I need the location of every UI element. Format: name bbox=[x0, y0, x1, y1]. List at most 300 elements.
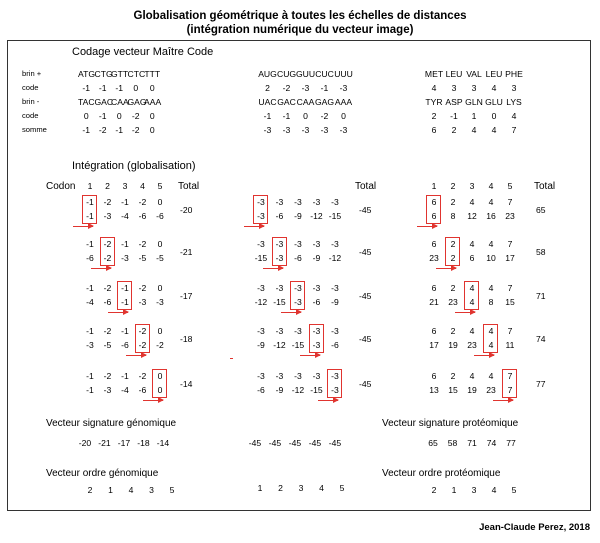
integration-top-value-left: -1 bbox=[86, 239, 94, 249]
integration-top-value-left: -1 bbox=[121, 283, 129, 293]
coding-cell: CAA bbox=[111, 97, 129, 107]
integration-cumulative-value-right: 2 bbox=[450, 253, 456, 263]
integration-cumulative-value-middle: -9 bbox=[331, 297, 339, 307]
integration-cumulative-value-middle: -15 bbox=[273, 297, 286, 307]
order-proteomic-value: 2 bbox=[431, 485, 437, 495]
integration-top-value-right: 4 bbox=[488, 197, 494, 207]
integration-cumulative-value-middle: -3 bbox=[331, 385, 339, 395]
coding-cell: GAG bbox=[315, 97, 335, 107]
integration-cumulative-value-right: 15 bbox=[448, 385, 458, 395]
column-header-right: 2 bbox=[450, 181, 456, 191]
signature-middle-value: -45 bbox=[328, 438, 342, 448]
order-proteomic-value: 3 bbox=[471, 485, 477, 495]
integration-total-right: 74 bbox=[536, 334, 546, 344]
order-middle-value: 3 bbox=[298, 483, 304, 493]
highlight-box bbox=[426, 195, 441, 224]
flow-arrow bbox=[474, 355, 494, 356]
coding-cell: -3 bbox=[301, 83, 310, 93]
integration-top-value-middle: -3 bbox=[257, 239, 265, 249]
highlight-box bbox=[502, 369, 517, 398]
integration-top-value-right: 6 bbox=[431, 283, 437, 293]
integration-cumulative-value-left: -3 bbox=[156, 297, 164, 307]
coding-cell: 0 bbox=[116, 111, 122, 121]
signature-middle-value: -45 bbox=[308, 438, 322, 448]
integration-top-value-left: -2 bbox=[103, 197, 112, 207]
integration-top-value-left: -1 bbox=[86, 197, 94, 207]
integration-top-value-right: 7 bbox=[507, 239, 513, 249]
integration-top-value-right: 4 bbox=[469, 197, 475, 207]
column-header-left: 1 bbox=[87, 181, 93, 191]
integration-top-value-middle: -3 bbox=[312, 371, 321, 381]
coding-cell: CUC bbox=[315, 69, 334, 79]
integration-top-value-right: 4 bbox=[469, 371, 475, 381]
integration-total-middle: -45 bbox=[359, 291, 372, 301]
integration-top-value-right: 4 bbox=[488, 239, 494, 249]
integration-top-value-right: 4 bbox=[488, 283, 494, 293]
order-middle-value: 2 bbox=[278, 483, 283, 493]
coding-cell: -3 bbox=[301, 125, 310, 135]
flow-arrow bbox=[318, 400, 338, 401]
column-header-left: 3 bbox=[122, 181, 128, 191]
integration-top-value-middle: -3 bbox=[331, 283, 339, 293]
integration-cumulative-value-middle: -9 bbox=[312, 253, 321, 263]
integration-cumulative-value-left: -1 bbox=[86, 211, 94, 221]
coding-cell: AAA bbox=[144, 97, 162, 107]
coding-cell: -3 bbox=[282, 125, 291, 135]
flow-arrow bbox=[436, 268, 456, 269]
integration-cumulative-value-right: 11 bbox=[505, 340, 515, 350]
integration-cumulative-value-right: 17 bbox=[429, 340, 439, 350]
integration-top-value-right: 7 bbox=[507, 326, 513, 336]
coding-cell: CUG bbox=[277, 69, 297, 79]
integration-cumulative-value-left: -1 bbox=[86, 385, 94, 395]
highlight-box bbox=[82, 195, 97, 224]
coding-cell: -1 bbox=[82, 125, 91, 135]
coding-cell: LYS bbox=[506, 97, 522, 107]
integration-top-value-middle: -3 bbox=[331, 197, 339, 207]
flow-arrow bbox=[417, 226, 437, 227]
order-middle-value: 4 bbox=[319, 483, 324, 493]
integration-top-value-left: 0 bbox=[157, 283, 163, 293]
integration-cumulative-value-left: -2 bbox=[103, 253, 112, 263]
integration-cumulative-value-right: 21 bbox=[429, 297, 439, 307]
coding-cell: -1 bbox=[450, 111, 458, 121]
integration-cumulative-value-middle: -6 bbox=[294, 253, 302, 263]
integration-top-value-middle: -3 bbox=[275, 371, 284, 381]
integration-top-value-left: 0 bbox=[157, 371, 163, 381]
integration-top-value-middle: -3 bbox=[312, 197, 321, 207]
coding-cell: 0 bbox=[491, 111, 497, 121]
integration-cumulative-value-right: 12 bbox=[467, 211, 477, 221]
signature-genomic-value: -20 bbox=[78, 438, 92, 448]
coding-row-label: somme bbox=[22, 125, 47, 134]
integration-top-value-left: 0 bbox=[157, 326, 163, 336]
flow-arrow bbox=[108, 312, 128, 313]
integration-top-value-middle: -3 bbox=[312, 283, 321, 293]
coding-cell: 0 bbox=[149, 83, 155, 93]
signature-middle-value: -45 bbox=[248, 438, 262, 448]
coding-cell: -1 bbox=[320, 83, 329, 93]
highlight-box bbox=[327, 369, 342, 398]
integration-total-right: 77 bbox=[536, 379, 546, 389]
integration-top-value-left: -2 bbox=[138, 371, 147, 381]
integration-top-value-left: -2 bbox=[138, 326, 147, 336]
order-genomic-label: Vecteur ordre génomique bbox=[46, 468, 159, 479]
flow-arrow bbox=[126, 355, 146, 356]
integration-top-value-right: 2 bbox=[450, 326, 456, 336]
signature-proteomic-value: 74 bbox=[486, 438, 497, 448]
coding-section-title: Codage vecteur Maître Code bbox=[72, 46, 214, 58]
integration-cumulative-value-middle: -9 bbox=[257, 340, 265, 350]
highlight-box bbox=[135, 324, 150, 353]
coding-cell: UAC bbox=[258, 97, 277, 107]
highlight-box bbox=[464, 281, 479, 310]
flow-arrow bbox=[281, 312, 301, 313]
coding-cell: GLU bbox=[485, 97, 503, 107]
order-genomic-value: 3 bbox=[149, 485, 154, 495]
column-header-right: 4 bbox=[488, 181, 494, 191]
integration-top-value-middle: -3 bbox=[257, 326, 265, 336]
coding-cell: ATG bbox=[78, 69, 96, 79]
coding-row-label: code bbox=[22, 111, 39, 120]
integration-total-right: 58 bbox=[536, 247, 546, 257]
coding-cell: 4 bbox=[491, 125, 497, 135]
integration-cumulative-value-right: 8 bbox=[450, 211, 456, 221]
integration-cumulative-value-middle: -12 bbox=[328, 253, 342, 263]
coding-cell: GAC bbox=[94, 97, 114, 107]
figure-subtitle: (intégration numérique du vecteur image) bbox=[186, 24, 414, 36]
coding-cell: 3 bbox=[511, 83, 517, 93]
integration-top-value-middle: -3 bbox=[257, 197, 265, 207]
integration-cumulative-value-left: 0 bbox=[157, 385, 163, 395]
integration-top-value-middle: -3 bbox=[275, 326, 284, 336]
integration-top-value-middle: -3 bbox=[275, 197, 284, 207]
integration-cumulative-value-middle: -15 bbox=[254, 253, 268, 263]
integration-cumulative-value-middle: -6 bbox=[275, 211, 284, 221]
integration-cumulative-value-middle: -12 bbox=[254, 297, 268, 307]
coding-cell: GAG bbox=[127, 97, 147, 107]
column-header-right: 3 bbox=[469, 181, 475, 191]
integration-top-value-right: 2 bbox=[450, 283, 456, 293]
coding-cell: GAC bbox=[277, 97, 296, 107]
flow-arrow bbox=[493, 400, 513, 401]
coding-cell: AAA bbox=[334, 97, 353, 107]
integration-cumulative-value-left: -6 bbox=[138, 211, 147, 221]
integration-cumulative-value-right: 15 bbox=[505, 297, 515, 307]
integration-top-value-right: 7 bbox=[507, 197, 513, 207]
flow-arrow bbox=[263, 268, 283, 269]
integration-top-value-right: 7 bbox=[507, 371, 513, 381]
integration-cumulative-value-left: -3 bbox=[103, 211, 112, 221]
integration-top-value-right: 4 bbox=[488, 326, 494, 336]
integration-total-right: 65 bbox=[536, 205, 546, 215]
highlight-box bbox=[253, 195, 268, 224]
signature-proteomic-value: 65 bbox=[428, 438, 438, 448]
coding-cell: 0 bbox=[303, 111, 308, 121]
coding-cell: -3 bbox=[263, 125, 272, 135]
signature-proteomic-value: 58 bbox=[447, 438, 458, 448]
integration-cumulative-value-middle: -15 bbox=[310, 385, 323, 395]
integration-top-value-left: -2 bbox=[103, 283, 112, 293]
integration-cumulative-value-middle: -3 bbox=[312, 340, 321, 350]
integration-cumulative-value-left: -4 bbox=[121, 211, 129, 221]
coding-cell: -1 bbox=[263, 111, 272, 121]
coding-cell: 6 bbox=[431, 125, 437, 135]
highlight-box bbox=[309, 324, 324, 353]
integration-total-left: -20 bbox=[180, 205, 193, 215]
integration-cumulative-value-left: -5 bbox=[103, 340, 112, 350]
highlight-box bbox=[100, 237, 115, 266]
integration-cumulative-value-middle: -6 bbox=[312, 297, 321, 307]
integration-top-value-middle: -3 bbox=[275, 239, 284, 249]
integration-cumulative-value-left: -6 bbox=[156, 211, 164, 221]
coding-cell: 2 bbox=[265, 83, 270, 93]
column-header-left: 4 bbox=[140, 181, 145, 191]
coding-cell: 7 bbox=[511, 125, 517, 135]
integration-top-value-left: -1 bbox=[86, 371, 94, 381]
signature-genomic-value: -14 bbox=[156, 438, 170, 448]
integration-cumulative-value-left: -4 bbox=[121, 385, 129, 395]
integration-cumulative-value-right: 7 bbox=[507, 385, 513, 395]
integration-top-value-middle: -3 bbox=[294, 197, 302, 207]
coding-row-label: brin + bbox=[22, 69, 42, 78]
integration-total-middle: -45 bbox=[359, 379, 372, 389]
coding-cell: 0 bbox=[149, 111, 155, 121]
column-header-left: 2 bbox=[105, 181, 110, 191]
signature-middle-value: -45 bbox=[268, 438, 282, 448]
integration-cumulative-value-left: -6 bbox=[121, 340, 129, 350]
coding-cell: CTC bbox=[127, 69, 146, 79]
coding-cell: GTT bbox=[111, 69, 129, 79]
coding-cell: -2 bbox=[320, 111, 329, 121]
coding-cell: -2 bbox=[131, 125, 140, 135]
integration-top-value-right: 6 bbox=[431, 197, 437, 207]
integration-top-value-middle: -3 bbox=[257, 283, 265, 293]
order-middle-value: 5 bbox=[339, 483, 345, 493]
integration-top-value-right: 4 bbox=[469, 239, 475, 249]
integration-top-value-left: -1 bbox=[86, 283, 94, 293]
flow-arrow bbox=[91, 268, 111, 269]
integration-cumulative-value-middle: -15 bbox=[291, 340, 305, 350]
integration-top-value-left: -2 bbox=[138, 197, 147, 207]
highlight-box bbox=[152, 369, 167, 398]
coding-cell: 0 bbox=[133, 83, 139, 93]
integration-total-middle: -45 bbox=[359, 334, 372, 344]
integration-top-value-right: 6 bbox=[431, 326, 437, 336]
integration-top-value-left: 0 bbox=[157, 239, 163, 249]
coding-cell: 1 bbox=[471, 111, 477, 121]
integration-cumulative-value-left: -3 bbox=[121, 253, 129, 263]
integration-cumulative-value-middle: -3 bbox=[275, 253, 284, 263]
coding-cell: 0 bbox=[149, 125, 155, 135]
total-header-left: Total bbox=[178, 181, 200, 192]
integration-cumulative-value-right: 8 bbox=[488, 297, 494, 307]
column-header-right: 5 bbox=[507, 181, 513, 191]
signature-proteomic-value: 77 bbox=[506, 438, 516, 448]
stray-tick-mark bbox=[230, 358, 233, 359]
coding-cell: 0 bbox=[83, 111, 89, 121]
integration-top-value-middle: -3 bbox=[331, 239, 339, 249]
integration-top-value-middle: -3 bbox=[294, 239, 302, 249]
integration-cumulative-value-right: 4 bbox=[488, 340, 494, 350]
total-header-right: Total bbox=[534, 181, 556, 192]
highlight-box bbox=[445, 237, 460, 266]
highlight-box bbox=[117, 281, 132, 310]
coding-cell: GUU bbox=[296, 69, 316, 79]
signature-middle-value: -45 bbox=[288, 438, 302, 448]
order-proteomic-value: 4 bbox=[491, 485, 497, 495]
integration-top-value-left: -2 bbox=[103, 239, 112, 249]
integration-cumulative-value-right: 23 bbox=[505, 211, 515, 221]
integration-cumulative-value-middle: -6 bbox=[257, 385, 265, 395]
integration-cumulative-value-left: -6 bbox=[86, 253, 94, 263]
codon-label: Codon bbox=[46, 181, 76, 192]
integration-total-left: -17 bbox=[180, 291, 193, 301]
order-proteomic-value: 5 bbox=[511, 485, 517, 495]
integration-cumulative-value-left: -6 bbox=[138, 385, 147, 395]
signature-proteomic-label: Vecteur signature protéomique bbox=[382, 418, 519, 429]
integration-cumulative-value-left: -2 bbox=[156, 340, 164, 350]
coding-cell: UUU bbox=[334, 69, 353, 79]
integration-top-value-middle: -3 bbox=[312, 239, 321, 249]
coding-cell: TYR bbox=[425, 97, 443, 107]
author-credit: Jean-Claude Perez, 2018 bbox=[479, 522, 590, 533]
integration-cumulative-value-right: 23 bbox=[486, 385, 496, 395]
coding-cell: TTT bbox=[144, 69, 161, 79]
integration-top-value-left: -1 bbox=[86, 326, 94, 336]
integration-top-value-right: 4 bbox=[469, 326, 475, 336]
integration-cumulative-value-right: 6 bbox=[431, 211, 437, 221]
integration-total-middle: -45 bbox=[359, 247, 372, 257]
order-middle-value: 1 bbox=[257, 483, 263, 493]
integration-top-value-right: 4 bbox=[488, 371, 494, 381]
coding-cell: -1 bbox=[282, 111, 291, 121]
integration-cumulative-value-right: 6 bbox=[469, 253, 475, 263]
integration-top-value-left: -2 bbox=[103, 326, 112, 336]
integration-cumulative-value-right: 19 bbox=[448, 340, 458, 350]
integration-section-title: Intégration (globalisation) bbox=[72, 160, 196, 172]
integration-cumulative-value-right: 23 bbox=[467, 340, 477, 350]
integration-top-value-right: 2 bbox=[450, 197, 456, 207]
integration-top-value-middle: -3 bbox=[331, 371, 339, 381]
highlight-box bbox=[290, 281, 305, 310]
integration-top-value-left: -1 bbox=[121, 239, 129, 249]
integration-cumulative-value-left: -3 bbox=[86, 340, 94, 350]
coding-cell: -2 bbox=[98, 125, 107, 135]
integration-top-value-right: 7 bbox=[507, 283, 513, 293]
integration-cumulative-value-right: 19 bbox=[467, 385, 477, 395]
coding-cell: GLN bbox=[465, 97, 483, 107]
integration-cumulative-value-left: -5 bbox=[138, 253, 147, 263]
integration-top-value-middle: -3 bbox=[294, 283, 302, 293]
integration-top-value-middle: -3 bbox=[331, 326, 339, 336]
coding-cell: 3 bbox=[471, 83, 477, 93]
integration-top-value-middle: -3 bbox=[312, 326, 321, 336]
integration-top-value-left: 0 bbox=[157, 197, 163, 207]
integration-total-left: -18 bbox=[180, 334, 193, 344]
coding-cell: 0 bbox=[341, 111, 346, 121]
coding-cell: -3 bbox=[320, 125, 329, 135]
coding-row-label: brin - bbox=[22, 97, 40, 106]
coding-cell: MET bbox=[424, 69, 444, 79]
coding-cell: 4 bbox=[431, 83, 437, 93]
integration-cumulative-value-right: 4 bbox=[469, 297, 475, 307]
integration-top-value-left: -2 bbox=[138, 239, 147, 249]
integration-cumulative-value-left: -2 bbox=[138, 340, 147, 350]
integration-top-value-right: 2 bbox=[450, 239, 456, 249]
integration-top-value-left: -1 bbox=[121, 197, 129, 207]
integration-cumulative-value-middle: -3 bbox=[257, 211, 265, 221]
column-header-left: 5 bbox=[157, 181, 163, 191]
integration-cumulative-value-left: -6 bbox=[103, 297, 112, 307]
column-header-right: 1 bbox=[431, 181, 437, 191]
integration-cumulative-value-middle: -15 bbox=[328, 211, 342, 221]
highlight-box bbox=[483, 324, 498, 353]
order-proteomic-label: Vecteur ordre protéomique bbox=[382, 468, 501, 479]
coding-cell: LEU bbox=[485, 69, 503, 79]
flow-arrow bbox=[300, 355, 320, 356]
integration-top-value-left: -2 bbox=[138, 283, 147, 293]
highlight-box bbox=[272, 237, 287, 266]
coding-cell: -1 bbox=[98, 111, 107, 121]
integration-cumulative-value-left: -3 bbox=[103, 385, 112, 395]
total-header-middle: Total bbox=[355, 181, 377, 192]
flow-arrow bbox=[143, 400, 163, 401]
integration-cumulative-value-middle: -12 bbox=[291, 385, 305, 395]
integration-total-left: -14 bbox=[180, 379, 193, 389]
integration-cumulative-value-middle: -6 bbox=[331, 340, 339, 350]
integration-cumulative-value-right: 10 bbox=[486, 253, 496, 263]
signature-genomic-value: -17 bbox=[117, 438, 131, 448]
coding-cell: VAL bbox=[466, 69, 482, 79]
integration-top-value-right: 4 bbox=[469, 283, 475, 293]
integration-top-value-right: 2 bbox=[450, 371, 456, 381]
coding-cell: PHE bbox=[505, 69, 523, 79]
coding-cell: -2 bbox=[282, 83, 291, 93]
coding-cell: TAC bbox=[78, 97, 95, 107]
order-genomic-value: 4 bbox=[128, 485, 134, 495]
flow-arrow bbox=[73, 226, 93, 227]
integration-cumulative-value-middle: -9 bbox=[294, 211, 302, 221]
coding-cell: -1 bbox=[98, 83, 107, 93]
integration-cumulative-value-right: 23 bbox=[429, 253, 439, 263]
integration-total-left: -21 bbox=[180, 247, 193, 257]
order-genomic-value: 5 bbox=[169, 485, 175, 495]
coding-cell: CTG bbox=[94, 69, 113, 79]
signature-genomic-value: -18 bbox=[137, 438, 150, 448]
integration-cumulative-value-middle: -12 bbox=[310, 211, 323, 221]
integration-top-value-left: -1 bbox=[121, 371, 129, 381]
figure-title: Globalisation géométrique à toutes les échelles de distances bbox=[133, 10, 467, 22]
coding-cell: -3 bbox=[339, 125, 348, 135]
integration-cumulative-value-left: -5 bbox=[156, 253, 164, 263]
signature-proteomic-value: 71 bbox=[467, 438, 477, 448]
coding-cell: 3 bbox=[451, 83, 457, 93]
integration-top-value-left: -1 bbox=[121, 326, 129, 336]
integration-cumulative-value-right: 17 bbox=[505, 253, 515, 263]
coding-cell: -1 bbox=[82, 83, 91, 93]
coding-cell: -1 bbox=[115, 125, 124, 135]
integration-cumulative-value-right: 23 bbox=[448, 297, 458, 307]
integration-top-value-middle: -3 bbox=[294, 371, 302, 381]
integration-total-middle: -45 bbox=[359, 205, 372, 215]
coding-cell: AUG bbox=[258, 69, 277, 79]
coding-cell: 2 bbox=[451, 125, 457, 135]
coding-cell: ASP bbox=[445, 97, 463, 107]
integration-cumulative-value-middle: -3 bbox=[294, 297, 302, 307]
integration-cumulative-value-left: -4 bbox=[86, 297, 94, 307]
integration-top-value-middle: -3 bbox=[257, 371, 265, 381]
